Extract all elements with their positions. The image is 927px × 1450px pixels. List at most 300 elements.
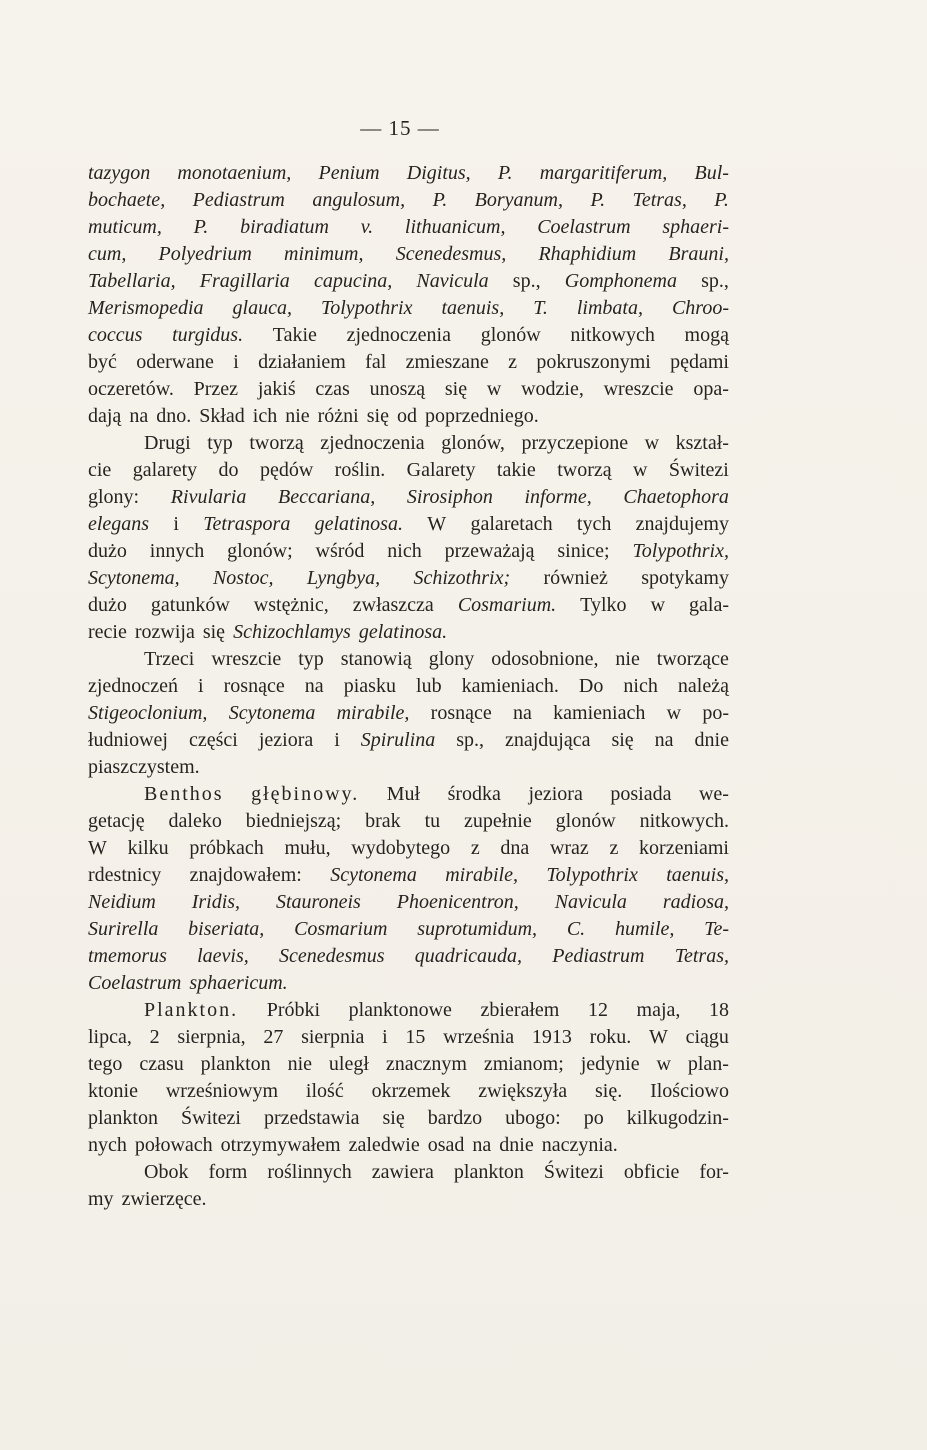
word: recie	[88, 621, 127, 643]
word: innych	[149, 540, 205, 562]
word: bardzo	[427, 1107, 483, 1129]
word: obficie	[623, 1161, 680, 1183]
italic-word: Pediastrum	[552, 945, 645, 967]
word: roku.	[589, 1026, 632, 1048]
text-line	[88, 376, 729, 403]
word: różni	[317, 405, 359, 427]
word: z	[508, 351, 518, 373]
text-line	[88, 349, 729, 376]
text-line	[88, 646, 729, 673]
word: daleko	[168, 810, 222, 832]
italic-word: P.	[432, 189, 448, 211]
word: również	[543, 567, 608, 589]
italic-word: gelatinosa.	[314, 513, 403, 535]
italic-word: Iridis,	[191, 891, 241, 913]
word: próbkach	[189, 837, 264, 859]
word: spotykamy	[641, 567, 729, 589]
word: glony:	[88, 486, 140, 508]
italic-word: Digitus,	[406, 162, 471, 184]
italic-word: Gomphonema	[564, 270, 677, 292]
italic-word: Coelastrum	[88, 972, 182, 994]
word: plan-	[687, 1053, 729, 1075]
text-line	[88, 511, 729, 538]
word: lub	[416, 675, 442, 697]
word: W	[427, 513, 447, 535]
italic-word: Cosmarium.	[457, 594, 557, 616]
italic-word: Neidium	[88, 891, 156, 913]
word: dużo	[88, 540, 127, 562]
word: tworzące	[656, 648, 729, 670]
text-line	[88, 1132, 729, 1159]
word: 18	[708, 999, 729, 1021]
word: zwiększyła	[478, 1080, 568, 1102]
word: galarety	[132, 459, 198, 481]
italic-word: sphaericum.	[189, 972, 288, 994]
word: części	[188, 729, 238, 751]
word: form	[208, 1161, 248, 1183]
word: odosobnione,	[491, 648, 599, 670]
italic-word: Chaetophora	[623, 486, 729, 508]
italic-word: gelatinosa.	[358, 621, 448, 643]
italic-word: biradiatum	[240, 216, 329, 238]
word: Świtezi	[181, 1107, 241, 1129]
text-line	[88, 862, 729, 889]
word: i	[334, 729, 340, 751]
word: 15	[405, 1026, 426, 1048]
word: w	[666, 702, 682, 724]
italic-word: suprotumidum,	[417, 918, 538, 940]
word: nie	[285, 405, 310, 427]
word: do	[218, 459, 239, 481]
word: wraz	[549, 837, 589, 859]
word: plankton	[88, 1107, 158, 1129]
italic-word: v.	[360, 216, 374, 238]
word: osad	[427, 1134, 465, 1156]
word: w	[650, 594, 666, 616]
italic-word: Tolypothrix	[546, 864, 638, 886]
word: wydobytego	[351, 837, 451, 859]
italic-word: capucina,	[313, 270, 393, 292]
italic-word: Lyngbya,	[306, 567, 381, 589]
italic-word: Sirosiphon	[406, 486, 493, 508]
word: zbierałem	[480, 999, 560, 1021]
word: jeziora	[258, 729, 314, 751]
italic-word: Bul-	[694, 162, 729, 184]
word: 2	[149, 1026, 160, 1048]
word: sp.,	[512, 270, 541, 292]
word: Galarety	[406, 459, 476, 481]
text-line	[88, 1078, 729, 1105]
word: przedstawia	[264, 1107, 360, 1129]
text-line	[88, 592, 729, 619]
word: Obok	[144, 1161, 189, 1183]
word: Benthos	[144, 783, 224, 805]
italic-word: turgidus.	[172, 324, 244, 346]
word: typ	[207, 432, 233, 454]
italic-word: P.	[193, 216, 209, 238]
text-line	[88, 997, 729, 1024]
word: takie	[496, 459, 536, 481]
word: działaniem	[258, 351, 346, 373]
word: opa-	[693, 378, 729, 400]
word: mogą	[684, 324, 729, 346]
italic-word: Te-	[704, 918, 729, 940]
word: zaledwie	[348, 1134, 420, 1156]
word: 27	[263, 1026, 284, 1048]
text-line	[88, 700, 729, 727]
word: ilość	[305, 1080, 344, 1102]
word: i	[173, 513, 179, 535]
word: głębinowy.	[251, 783, 360, 805]
italic-word: angulosum,	[312, 189, 406, 211]
italic-word: muticum,	[88, 216, 162, 238]
italic-word: glauca,	[232, 297, 292, 319]
italic-word: Coelastrum	[537, 216, 631, 238]
word: znacznym	[385, 1053, 467, 1075]
word: otrzymywałem	[220, 1134, 341, 1156]
word: Przez	[193, 378, 239, 400]
italic-word: Boryanum,	[474, 189, 563, 211]
text-line	[88, 754, 729, 781]
page-number: — 15 —	[360, 116, 440, 140]
word: nie	[287, 1053, 313, 1075]
italic-word: elegans	[88, 513, 150, 535]
word: zjednoczenia	[346, 324, 451, 346]
text-line	[88, 916, 729, 943]
text-line	[88, 673, 729, 700]
word: od	[396, 405, 417, 427]
word: ubogo:	[505, 1107, 561, 1129]
word: sierpnia,	[177, 1026, 246, 1048]
word: Tylko	[580, 594, 627, 616]
italic-word: Navicula	[416, 270, 489, 292]
word: jeziora	[528, 783, 583, 805]
word: maja,	[636, 999, 681, 1021]
italic-word: P.	[497, 162, 513, 184]
word: dnie	[694, 729, 729, 751]
text-line	[88, 268, 729, 295]
italic-word: minimum,	[284, 243, 364, 265]
word: sp.,	[701, 270, 729, 292]
word: zwierzęce.	[121, 1188, 207, 1210]
word: tworzą	[249, 432, 304, 454]
italic-word: Phoenicentron,	[396, 891, 519, 913]
word: ciągu	[685, 1026, 729, 1048]
word: plankton	[453, 1161, 524, 1183]
word: należą	[677, 675, 729, 697]
word: się	[366, 405, 389, 427]
word: we-	[698, 783, 729, 805]
word: nich	[387, 540, 422, 562]
word: my	[88, 1188, 114, 1210]
word: oczeretów.	[88, 378, 174, 400]
word: przyczepione	[521, 432, 629, 454]
body-text	[88, 160, 729, 1213]
word: w	[656, 1053, 671, 1075]
word: lipca,	[88, 1026, 132, 1048]
word: Trzeci	[144, 648, 195, 670]
italic-word: radiosa,	[662, 891, 729, 913]
italic-word: Brauni,	[668, 243, 729, 265]
italic-word: taenuis,	[441, 297, 505, 319]
text-line	[88, 1024, 729, 1051]
word: po	[583, 1107, 604, 1129]
word: się	[382, 1107, 405, 1129]
italic-word: Spirulina	[360, 729, 436, 751]
word: planktonowe	[348, 999, 452, 1021]
italic-word: Tolypothrix,	[632, 540, 729, 562]
word: dużo	[88, 594, 127, 616]
italic-word: Cosmarium	[294, 918, 388, 940]
word: W	[649, 1026, 668, 1048]
word: tych	[576, 513, 612, 535]
word: na	[304, 675, 324, 697]
text-line	[88, 457, 729, 484]
word: rosnące	[223, 675, 285, 697]
word: glonów;	[227, 540, 293, 562]
word: na	[513, 702, 532, 724]
word: uległ	[328, 1053, 369, 1075]
word: być	[88, 351, 117, 373]
italic-word: P.	[714, 189, 729, 211]
italic-word: sphaeri-	[662, 216, 729, 238]
word: tworzą	[557, 459, 612, 481]
word: jakiś	[257, 378, 296, 400]
word: się	[444, 378, 468, 400]
text-line	[88, 1159, 729, 1186]
word: kilkugodzin-	[626, 1107, 729, 1129]
italic-word: Scenedesmus,	[395, 243, 507, 265]
word: wstężnic,	[253, 594, 329, 616]
word: gala-	[689, 594, 729, 616]
word: ktonie	[88, 1080, 138, 1102]
word: znajdująca	[504, 729, 591, 751]
word: przeważają	[444, 540, 535, 562]
word: okrzemek	[371, 1080, 451, 1102]
word: korzeniami	[639, 837, 729, 859]
word: zjednoczenia	[320, 432, 425, 454]
word: rdestnicy	[88, 864, 162, 886]
word: pędami	[670, 351, 729, 373]
text-line	[88, 619, 729, 646]
word: i	[198, 675, 204, 697]
text-line	[88, 430, 729, 457]
word: galaretach	[470, 513, 553, 535]
word: tu	[424, 810, 441, 832]
word: glonów	[555, 810, 616, 832]
text-line	[88, 943, 729, 970]
word: kamieniach.	[461, 675, 559, 697]
word: się	[611, 729, 634, 751]
italic-word: margaritiferum,	[539, 162, 668, 184]
italic-word: Polyedrium	[158, 243, 252, 265]
text-line	[88, 322, 729, 349]
text-line	[88, 160, 729, 187]
word: i	[233, 351, 239, 373]
italic-word: Fragillaria	[199, 270, 290, 292]
word: z	[470, 837, 480, 859]
word: poprzedniego.	[424, 405, 539, 427]
word: piaszczystem.	[88, 756, 200, 778]
italic-word: humile,	[614, 918, 675, 940]
text-line	[88, 187, 729, 214]
italic-word: C.	[566, 918, 586, 940]
word: na	[654, 729, 674, 751]
word: stanowią	[340, 648, 412, 670]
word: typ	[298, 648, 324, 670]
text-line	[88, 889, 729, 916]
word: pokruszonymi	[536, 351, 651, 373]
text-line	[88, 1105, 729, 1132]
word: pędów	[259, 459, 314, 481]
italic-word: Surirella	[88, 918, 159, 940]
word: mułu,	[284, 837, 331, 859]
italic-word: quadricauda,	[414, 945, 522, 967]
word: w	[633, 459, 648, 481]
italic-word: Merismopedia	[88, 297, 204, 319]
italic-word: laevis,	[197, 945, 249, 967]
word: rozwija	[134, 621, 195, 643]
italic-word: T.	[533, 297, 548, 319]
text-line	[88, 970, 729, 997]
word: łudniowej	[88, 729, 168, 751]
word: połowach	[134, 1134, 213, 1156]
word: zawiera	[371, 1161, 434, 1183]
word: na	[472, 1134, 492, 1156]
text-line	[88, 1186, 729, 1213]
word: czas	[315, 378, 350, 400]
text-line	[88, 1051, 729, 1078]
word: piasku	[343, 675, 396, 697]
word: wrześniowym	[165, 1080, 279, 1102]
word: Muł	[386, 783, 421, 805]
word: getację	[88, 810, 145, 832]
text-line	[88, 241, 729, 268]
text-line	[88, 565, 729, 592]
italic-word: mirabile,	[336, 702, 410, 724]
italic-word: Nostoc,	[212, 567, 274, 589]
word: Świtezi	[543, 1161, 604, 1183]
italic-word: Tetraspora	[203, 513, 291, 535]
italic-word: Stigeoclonium,	[88, 702, 208, 724]
text-line	[88, 781, 729, 808]
word: glonów,	[441, 432, 505, 454]
italic-word: Tetras,	[674, 945, 729, 967]
word: nych	[88, 1134, 127, 1156]
italic-word: Rhaphidium	[538, 243, 637, 265]
word: oderwane	[136, 351, 214, 373]
italic-word: coccus	[88, 324, 143, 346]
word: tego	[88, 1053, 123, 1075]
italic-word: informe,	[524, 486, 592, 508]
word: Drugi	[144, 432, 191, 454]
word: 1913	[531, 1026, 572, 1048]
word: dna	[500, 837, 530, 859]
word: znajdowałem:	[189, 864, 302, 886]
text-line	[88, 835, 729, 862]
word: wodzie,	[521, 378, 584, 400]
word: posiada	[610, 783, 672, 805]
word: nich	[623, 675, 658, 697]
word: Świtezi	[668, 459, 729, 481]
italic-word: lithuanicum,	[404, 216, 506, 238]
italic-word: Beccariana,	[278, 486, 376, 508]
italic-word: P.	[590, 189, 606, 211]
text-line	[88, 295, 729, 322]
word: ich	[252, 405, 278, 427]
word: się.	[595, 1080, 623, 1102]
word: cie	[88, 459, 112, 481]
word: dają	[88, 405, 122, 427]
word: wreszcie	[211, 648, 282, 670]
word: znajdujemy	[635, 513, 729, 535]
word: Do	[578, 675, 604, 697]
word: w	[644, 432, 660, 454]
word: zupełnie	[464, 810, 532, 832]
word: W	[88, 837, 107, 859]
word: dno.	[156, 405, 192, 427]
italic-word: Scenedesmus	[279, 945, 385, 967]
word: z	[609, 837, 619, 859]
word: zjednoczeń	[88, 675, 178, 697]
italic-word: monotaenium,	[177, 162, 292, 184]
word: 12	[587, 999, 608, 1021]
word: środka	[447, 783, 501, 805]
word: unoszą	[369, 378, 426, 400]
text-line	[88, 727, 729, 754]
italic-word: tmemorus	[88, 945, 167, 967]
italic-word: Scytonema	[228, 702, 316, 724]
italic-word: Rivularia	[170, 486, 247, 508]
word: gatunków	[150, 594, 230, 616]
italic-word: Tabellaria,	[88, 270, 176, 292]
word: glony	[428, 648, 475, 670]
word: zwłaszcza	[352, 594, 434, 616]
word: sinice;	[557, 540, 610, 562]
italic-word: Chroo-	[671, 297, 729, 319]
word: kilku	[127, 837, 169, 859]
text-line	[88, 403, 729, 430]
word: fal	[365, 351, 387, 373]
word: nie	[615, 648, 640, 670]
word: sp.,	[456, 729, 484, 751]
italic-word: Tolypothrix	[320, 297, 413, 319]
word: Plankton.	[144, 999, 239, 1021]
italic-word: Schizochlamys	[233, 621, 351, 643]
word: rosnące	[430, 702, 492, 724]
word: nitkowych.	[639, 810, 729, 832]
word: kamieniach	[553, 702, 646, 724]
word: for-	[699, 1161, 729, 1183]
text-line	[88, 214, 729, 241]
word: września	[443, 1026, 515, 1048]
word: jedynie	[580, 1053, 640, 1075]
word: kształ-	[675, 432, 729, 454]
word: Próbki	[266, 999, 321, 1021]
word: dnie	[499, 1134, 534, 1156]
word: czasu	[139, 1053, 184, 1075]
word: Ilościowo	[650, 1080, 729, 1102]
word: sierpnia	[301, 1026, 365, 1048]
italic-word: mirabile,	[445, 864, 518, 886]
italic-word: Schizothrix;	[413, 567, 511, 589]
word: wreszcie	[603, 378, 674, 400]
word: naczynia.	[541, 1134, 618, 1156]
italic-word: Scytonema	[330, 864, 417, 886]
italic-word: tazygon	[88, 162, 151, 184]
text-line	[88, 808, 729, 835]
italic-word: Stauroneis	[276, 891, 361, 913]
